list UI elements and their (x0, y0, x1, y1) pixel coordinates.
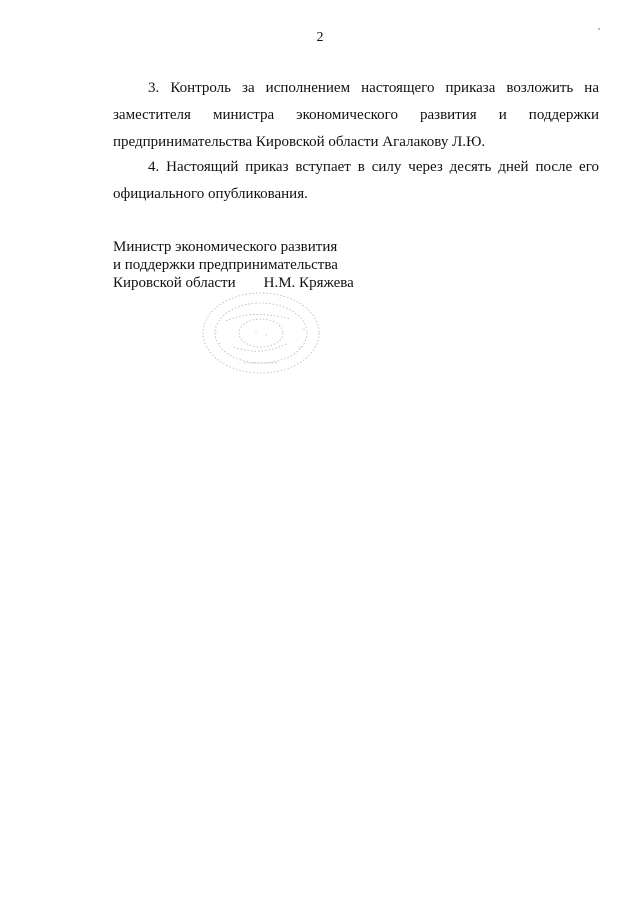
paragraph-4: 4. Настоящий приказ вступает в силу через десять дней после его официального опубликования. (113, 159, 599, 202)
signature-title-line-2: и поддержки предпринимательства (113, 257, 338, 273)
scan-speck (598, 28, 600, 30)
signatory-name: Н.М. Кряжева (263, 275, 354, 291)
signature-organization: Кировской области (113, 275, 236, 291)
signature-block (113, 238, 354, 292)
signature-title-line-1: Министр экономического развития (113, 239, 338, 255)
official-seal-stamp (196, 291, 326, 381)
signature-title-line-3 (113, 274, 354, 292)
paragraph-3: 3. Контроль за исполнением настоящего приказа возложить на заместителя министра экономического развития и поддержки предпринимательства Кировской области Агалакову Л.Ю. (113, 80, 599, 150)
page-number: 2 (316, 30, 324, 45)
